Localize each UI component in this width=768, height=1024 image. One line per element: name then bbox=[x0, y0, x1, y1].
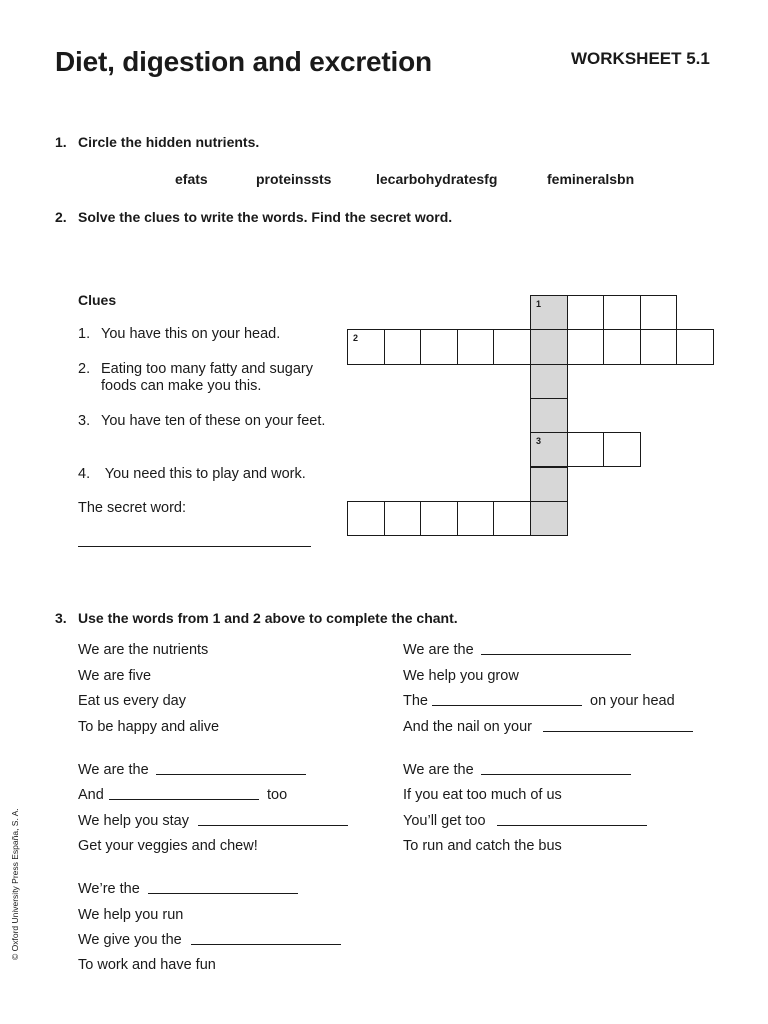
crossword-clue-number: 1 bbox=[536, 299, 542, 309]
secret-word-line[interactable] bbox=[78, 546, 311, 547]
crossword-cell[interactable] bbox=[603, 295, 641, 330]
question-2 bbox=[55, 209, 555, 229]
crossword-secret-cell[interactable] bbox=[530, 432, 568, 467]
hidden-word-4[interactable]: femineralsbn bbox=[547, 171, 635, 187]
chant-line: And bbox=[78, 787, 104, 803]
clue-4-number: 4. bbox=[78, 466, 91, 482]
copyright-notice bbox=[10, 800, 22, 960]
chant-line: To be happy and alive bbox=[78, 719, 220, 735]
question-3-text: Use the words from 1 and 2 above to complete the chant. bbox=[78, 610, 458, 626]
crossword-cell[interactable] bbox=[493, 501, 531, 536]
crossword-secret-cell[interactable] bbox=[530, 329, 568, 364]
chant-line: If you eat too much of us bbox=[403, 787, 562, 803]
worksheet-label: WORKSHEET 5.1 bbox=[571, 49, 710, 68]
question-2-text: Solve the clues to write the words. Find the secret word. bbox=[78, 209, 453, 225]
chant-line: We are the nutrients bbox=[78, 642, 209, 658]
chant-line: We help you run bbox=[78, 907, 184, 923]
crossword-cell[interactable] bbox=[384, 501, 422, 536]
answer-blank[interactable] bbox=[432, 705, 582, 706]
chant-line: You’ll get too bbox=[403, 813, 486, 829]
chant-line: We give you the bbox=[78, 932, 182, 948]
crossword-secret-cell[interactable] bbox=[530, 364, 568, 399]
secret-word-label: The secret word: bbox=[78, 500, 186, 516]
crossword-cell[interactable] bbox=[347, 501, 385, 536]
hidden-word-3[interactable]: lecarbohydratesfg bbox=[376, 171, 498, 187]
clue-1-number: 1. bbox=[78, 326, 91, 342]
chant-line: We are the bbox=[403, 762, 474, 778]
clue-2-text: Eating too many fatty and sugary foods can make you this. bbox=[101, 361, 313, 394]
crossword-cell[interactable] bbox=[457, 501, 495, 536]
question-2-number: 2. bbox=[55, 209, 67, 225]
chant-line: We are the bbox=[78, 762, 149, 778]
crossword-cell[interactable] bbox=[567, 295, 605, 330]
answer-blank[interactable] bbox=[481, 654, 631, 655]
clue-4 bbox=[78, 466, 338, 486]
crossword-cell[interactable] bbox=[567, 432, 605, 467]
crossword-cell[interactable] bbox=[567, 329, 605, 364]
clue-3 bbox=[78, 413, 338, 449]
answer-blank[interactable] bbox=[156, 774, 306, 775]
answer-blank[interactable] bbox=[198, 825, 348, 826]
question-3-number: 3. bbox=[55, 610, 67, 626]
crossword-cell[interactable] bbox=[640, 295, 678, 330]
chant-line: The bbox=[403, 693, 428, 709]
crossword-secret-cell[interactable] bbox=[530, 501, 568, 536]
crossword-cell[interactable] bbox=[676, 329, 714, 364]
chant-line: We are five bbox=[78, 668, 152, 684]
page-title: Diet, digestion and excretion bbox=[55, 46, 432, 77]
chant-line: We help you stay bbox=[78, 813, 189, 829]
clue-1-text: You have this on your head. bbox=[101, 326, 281, 342]
crossword-secret-cell[interactable] bbox=[530, 398, 568, 433]
clue-2 bbox=[78, 361, 338, 397]
clue-4-text: You need this to play and work. bbox=[101, 466, 306, 482]
copyright-text: © Oxford University Press España, S. A. bbox=[10, 808, 20, 960]
clue-1 bbox=[78, 326, 338, 346]
crossword-secret-cell[interactable] bbox=[530, 295, 568, 330]
chant-line: To work and have fun bbox=[78, 957, 216, 973]
chant-line: And the nail on your bbox=[403, 719, 532, 735]
crossword-cell[interactable] bbox=[384, 329, 422, 364]
answer-blank[interactable] bbox=[191, 944, 341, 945]
crossword-cell[interactable] bbox=[493, 329, 531, 364]
question-1-text: Circle the hidden nutrients. bbox=[78, 134, 260, 150]
clue-3-text: You have ten of these on your feet. bbox=[101, 413, 326, 429]
question-3 bbox=[55, 610, 555, 630]
clue-3-number: 3. bbox=[78, 413, 91, 429]
answer-blank[interactable] bbox=[543, 731, 693, 732]
hidden-word-1[interactable]: efats bbox=[175, 171, 208, 187]
crossword-cell[interactable] bbox=[640, 329, 678, 364]
chant-line: too bbox=[267, 787, 288, 803]
chant-line: We’re the bbox=[78, 881, 140, 897]
answer-blank[interactable] bbox=[497, 825, 647, 826]
chant-line: Get your veggies and chew! bbox=[78, 838, 258, 854]
clue-2-number: 2. bbox=[78, 361, 91, 377]
chant-line: on your head bbox=[590, 693, 675, 709]
answer-blank[interactable] bbox=[109, 799, 259, 800]
hidden-word-2[interactable]: proteinssts bbox=[256, 171, 332, 187]
crossword-cell[interactable] bbox=[603, 329, 641, 364]
crossword-cell[interactable] bbox=[347, 329, 385, 364]
crossword-cell[interactable] bbox=[457, 329, 495, 364]
question-1 bbox=[55, 134, 555, 154]
answer-blank[interactable] bbox=[481, 774, 631, 775]
crossword-clue-number: 2 bbox=[353, 333, 359, 344]
chant-line: To run and catch the bus bbox=[403, 838, 562, 854]
crossword-cell[interactable] bbox=[420, 329, 458, 364]
question-1-number: 1. bbox=[55, 134, 67, 150]
crossword-clue-number: 3 bbox=[536, 436, 542, 447]
answer-blank[interactable] bbox=[148, 893, 298, 894]
clues-heading: Clues bbox=[78, 292, 117, 308]
crossword-cell[interactable] bbox=[420, 501, 458, 536]
crossword-secret-cell[interactable] bbox=[530, 467, 568, 502]
chant-line: We help you grow bbox=[403, 668, 519, 684]
chant-line: Eat us every day bbox=[78, 693, 186, 709]
chant-line: We are the bbox=[403, 642, 474, 658]
crossword-cell[interactable] bbox=[603, 432, 641, 467]
